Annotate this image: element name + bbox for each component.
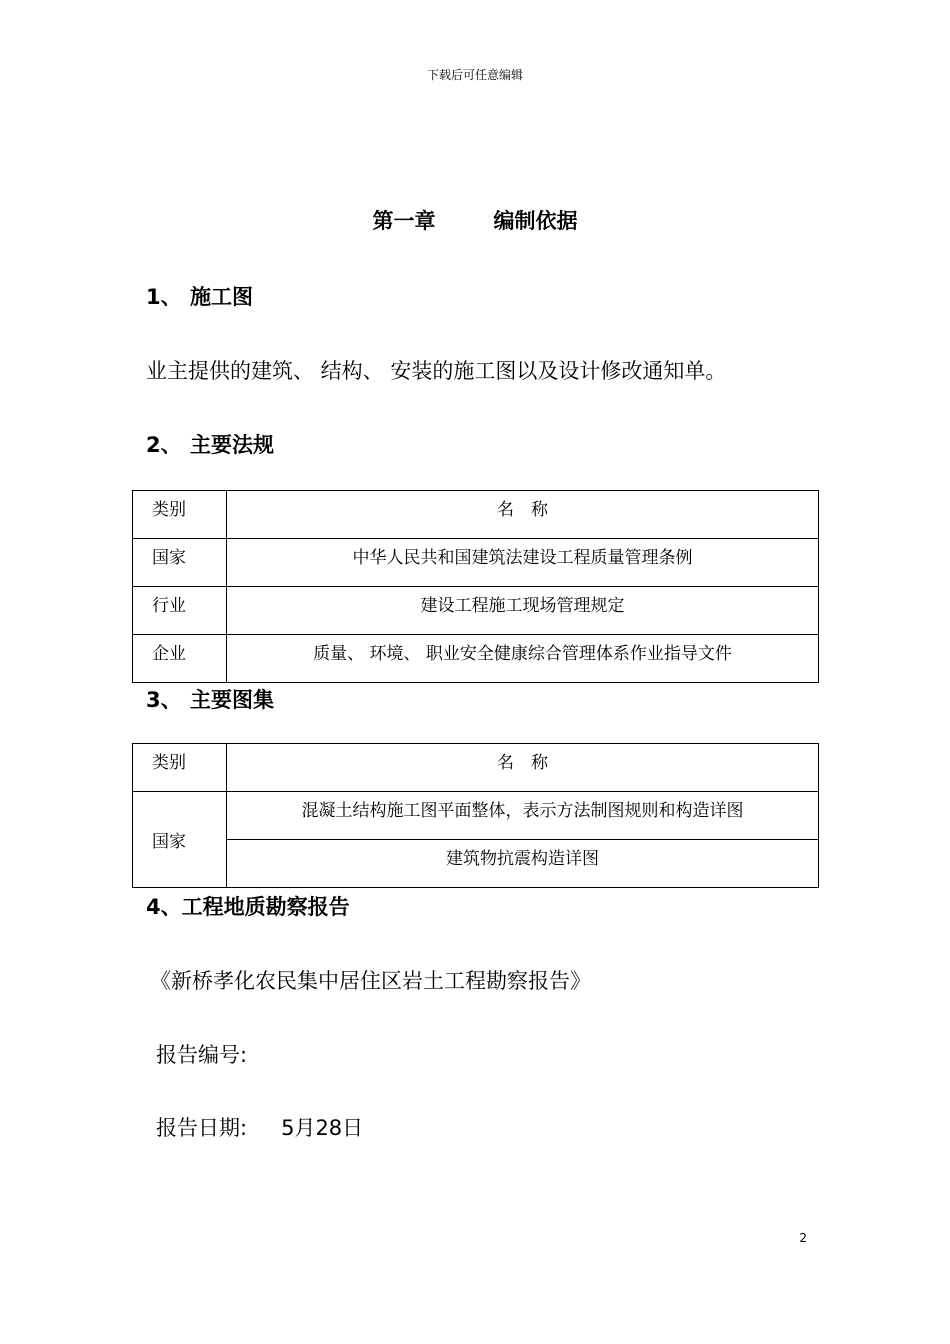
header-note: 下载后可任意编辑: [426, 68, 523, 82]
header-name: 名 称: [227, 491, 819, 539]
report-date-label: 报告日期:: [156, 1116, 248, 1140]
row-name: 建设工程施工现场管理规定: [227, 587, 819, 635]
section-3-heading: [146, 684, 274, 714]
header-name: 名 称: [227, 744, 819, 792]
header-category: 类别: [133, 744, 227, 792]
section-3-title: 主要图集: [190, 688, 274, 712]
section-2-heading: [146, 429, 274, 459]
section-1-title: 施工图: [190, 285, 253, 309]
report-title: 《新桥孝化农民集中居住区岩土工程勘察报告》: [150, 969, 591, 993]
table-row: [133, 635, 819, 683]
atlas-table: [132, 743, 819, 888]
report-date-line: [156, 1112, 363, 1142]
header-category: 类别: [133, 491, 227, 539]
section-1-text: 业主提供的建筑、 结构、 安装的施工图以及设计修改通知单。: [146, 359, 727, 383]
chapter-heading: [0, 205, 950, 235]
report-number-label: 报告编号:: [156, 1043, 248, 1067]
row-category: 企业: [133, 635, 227, 683]
chapter-number: 第一章: [372, 209, 436, 233]
page-number: 2: [799, 1231, 807, 1245]
report-date-value: 5月28日: [281, 1116, 364, 1140]
table-header-row: [133, 744, 819, 792]
laws-table: [132, 490, 819, 683]
row-category: 行业: [133, 587, 227, 635]
table-row: [133, 587, 819, 635]
row-name: 中华人民共和国建筑法建设工程质量管理条例: [227, 539, 819, 587]
row-name: 质量、 环境、 职业安全健康综合管理体系作业指导文件: [227, 635, 819, 683]
section-2-number: 2、: [146, 433, 182, 457]
chapter-title: 编制依据: [493, 209, 578, 233]
row-name: 建筑物抗震构造详图: [227, 840, 819, 888]
section-4-heading: 4、工程地质勘察报告: [146, 895, 350, 919]
section-1-number: 1、: [146, 285, 182, 309]
table-header-row: [133, 491, 819, 539]
row-category: 国家: [133, 539, 227, 587]
table-row: [133, 539, 819, 587]
table-row: [133, 792, 819, 840]
row-category: 国家: [133, 792, 227, 888]
section-1-heading: [146, 281, 253, 311]
row-name: 混凝土结构施工图平面整体，表示方法制图规则和构造详图: [227, 792, 819, 840]
section-3-number: 3、: [146, 688, 182, 712]
table-row: [133, 840, 819, 888]
section-2-title: 主要法规: [190, 433, 274, 457]
